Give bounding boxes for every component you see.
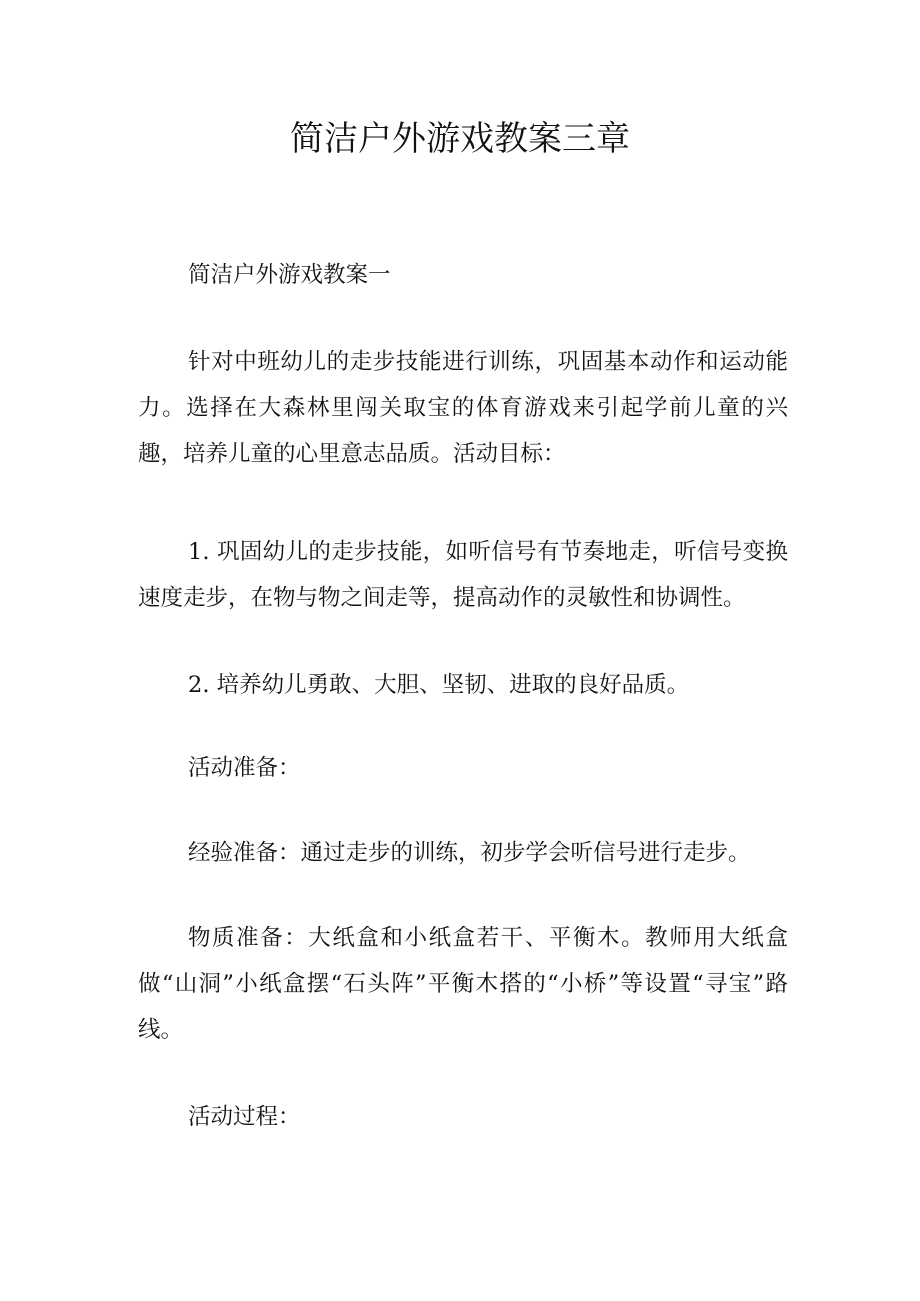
experience-preparation: 经验准备：通过走步的训练，初步学会听信号进行走步。	[188, 840, 751, 866]
intro-paragraph: 针对中班幼儿的走步技能进行训练，巩固基本动作和运动能力。选择在大森林里闯关取宝的体育游戏来引起学前儿童的兴趣，培养儿童的心里意志品质。活动目标：	[138, 349, 788, 467]
section-heading: 简洁户外游戏教案一	[188, 262, 391, 288]
document-title: 简洁户外游戏教案三章	[290, 119, 630, 159]
preparation-heading: 活动准备：	[188, 755, 301, 781]
goal-item-1: 1. 巩固幼儿的走步技能，如听信号有节奏地走，听信号变换速度走步，在物与物之间走等，提高动作的灵敏性和协调性。	[138, 539, 788, 611]
material-preparation: 物质准备：大纸盒和小纸盒若干、平衡木。教师用大纸盒做“山洞”小纸盒摆“石头阵”平衡木搭的“小桥”等设置“寻宝”路线。	[138, 925, 788, 1043]
process-heading: 活动过程：	[188, 1104, 301, 1130]
goal-item-2: 2. 培养幼儿勇敢、大胆、坚韧、进取的良好品质。	[188, 672, 690, 698]
